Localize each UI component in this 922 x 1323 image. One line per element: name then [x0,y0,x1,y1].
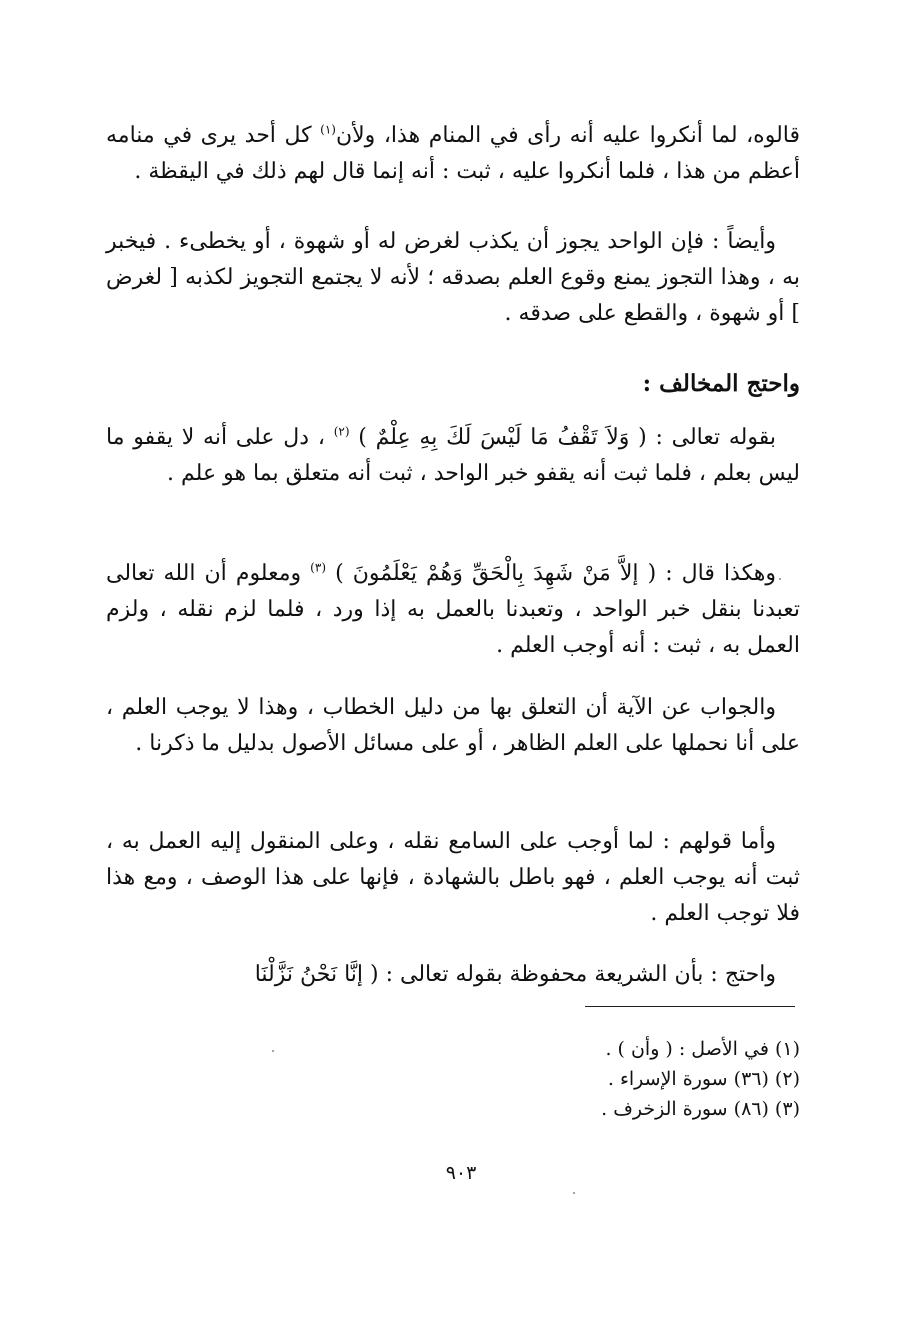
footnote-separator [585,1006,795,1007]
footnote-ref-3: (٣) [310,560,326,575]
scan-speck [573,1192,575,1194]
paragraph-7-text: واحتج : بأن الشريعة محفوظة بقوله تعالى : ( إنَّا نَحْنُ نَزَّلْنَا [254,962,776,987]
footnote-2: (٢) (٣٦) سورة الإسراء . [607,1068,800,1090]
footnote-ref-1: (١) [320,122,336,137]
paragraph-5 [106,690,800,762]
paragraph-7 [106,957,800,993]
paragraph-2 [106,224,800,332]
paragraph-5-text: والجواب عن الآية أن التعلق بها من دليل الخطاب ، وهذا لا يوجب العلم ، على أنا نحملها على العلم الظاهر ، أو على مسائل الأصول بدليل ما ذكرنا . [106,695,800,756]
paragraph-6-text: وأما قولهم : لما أوجب على السامع نقله ، وعلى المنقول إليه العمل به ، ثبت أنه يوجب العلم ، فهو باطل بالشهادة ، فإنها على هذا الوصف ، ومع هذا فلا توجب العلم . [106,829,800,926]
paragraph-3-text: ، دل على أنه لا يقفو ما ليس بعلم ، فلما ثبت أنه يقفو خبر الواحد ، ثبت أنه متعلق بما هو علم . [106,425,800,486]
scan-speck [779,578,781,580]
paragraph-1-text: قالوه، لما أنكروا عليه أنه رأى في المنام هذا، ولأن [335,123,800,148]
section-heading: واحتج المخالف : [642,370,800,397]
paragraph-3 [106,420,800,492]
footnote-1: (١) في الأصل : ( وأن ) . [605,1038,800,1060]
page-number: ٩٠٣ [445,1162,477,1184]
footnote-ref-2: (٢) [333,424,350,439]
footnote-3: (٣) (٨٦) سورة الزخرف . [601,1098,800,1120]
footnotes [440,1034,800,1124]
paragraph-1 [106,118,800,190]
paragraph-4 [106,556,800,664]
paragraph-1-text-rest: كل أحد يرى في منامه أعظم من هذا ، فلما أنكروا عليه ، ثبت : أنه إنما قال لهم ذلك في اليقظة . [106,123,800,184]
quran-quote-2: وهكذا قال : ( إلاَّ مَنْ شَهِدَ بِالْحَقِّ وَهُمْ يَعْلَمُونَ ) [335,561,776,586]
scan-speck [272,1050,274,1052]
paragraph-4-text: ومعلوم أن الله تعالى تعبدنا بنقل خبر الواحد ، وتعبدنا بالعمل به إذا ورد ، فلما لزم نقله ، ولزم العمل به ، ثبت : أنه أوجب العلم . [106,561,800,658]
quran-quote-1: بقوله تعالى : ( وَلاَ تَقْفُ مَا لَيْسَ لَكَ بِهِ عِلْمٌ ) [358,425,776,450]
paragraph-6 [106,824,800,932]
paragraph-2-text: وأيضاً : فإن الواحد يجوز أن يكذب لغرض له أو شهوة ، أو يخطىء . فيخبر به ، وهذا التجوز يمنع وقوع العلم بصدقه ؛ لأنه لا يجتمع التجويز لكذبه [ لغرض ] أو شهوة ، والقطع على صدقه . [106,229,800,326]
